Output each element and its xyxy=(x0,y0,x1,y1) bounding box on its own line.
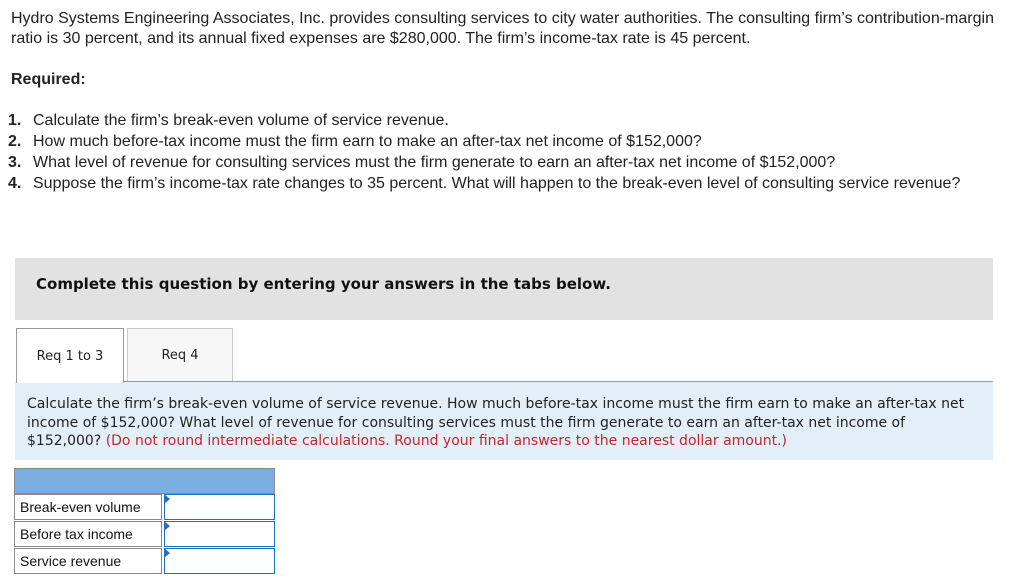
instructions-banner xyxy=(15,258,993,320)
before-tax-income-input[interactable] xyxy=(167,524,271,544)
question-text: Calculate the firm’s break-even volume of service revenue. xyxy=(33,112,449,129)
answer-row xyxy=(14,548,275,574)
question-item xyxy=(8,173,1016,194)
before-tax-income-cell xyxy=(164,521,275,547)
question-number: 3. xyxy=(8,154,22,171)
answer-row xyxy=(14,521,275,547)
before-tax-income-label: Before tax income xyxy=(14,521,162,547)
question-item xyxy=(8,110,1016,131)
question-list xyxy=(8,110,1016,194)
break-even-volume-input[interactable] xyxy=(167,497,271,517)
question-text: How much before-tax income must the firm earn to make an after-tax net income of $152,000? xyxy=(33,133,702,150)
banner-text: Complete this question by entering your answers in the tabs below. xyxy=(36,275,611,293)
question-number: 4. xyxy=(8,175,22,192)
question-number: 2. xyxy=(8,133,22,150)
break-even-volume-cell xyxy=(164,494,275,520)
question-item xyxy=(8,152,1016,173)
question-text: Suppose the firm’s income-tax rate changes to 35 percent. What will happen to the break-even level of consulting service revenue? xyxy=(33,175,961,192)
service-revenue-cell xyxy=(164,548,275,574)
service-revenue-label: Service revenue xyxy=(14,548,162,574)
question-text: What level of revenue for consulting services must the firm generate to earn an after-tax net income of $152,000? xyxy=(33,154,836,171)
answer-table xyxy=(14,468,275,574)
tab-req-1-to-3[interactable]: Req 1 to 3 xyxy=(16,328,124,383)
instruction-text: Calculate the firm’s break-even volume of service revenue. How much before-tax income must the firm earn to make an after-tax net income of $152,000? What level of revenue for consulting services must the firm generate to earn an after-tax net income of $152,000? xyxy=(27,396,965,449)
break-even-volume-label: Break-even volume xyxy=(14,494,162,520)
instruction-note: (Do not round intermediate calculations. Round your final answers to the nearest dollar amount.) xyxy=(105,433,788,449)
problem-intro: Hydro Systems Engineering Associates, Inc. provides consulting services to city water authorities. The consulting firm’s contribution-margin ratio is 30 percent, and its annual fixed expenses are $280,000. The firm’s income-tax rate is 45 percent. xyxy=(11,10,994,47)
answer-row xyxy=(14,494,275,520)
required-heading: Required: xyxy=(11,71,86,88)
answer-table-header xyxy=(14,468,275,494)
question-number: 1. xyxy=(8,112,22,129)
tab-req-4[interactable]: Req 4 xyxy=(127,328,233,381)
instruction-panel xyxy=(15,382,993,460)
service-revenue-input[interactable] xyxy=(167,551,271,571)
question-item xyxy=(8,131,1016,152)
